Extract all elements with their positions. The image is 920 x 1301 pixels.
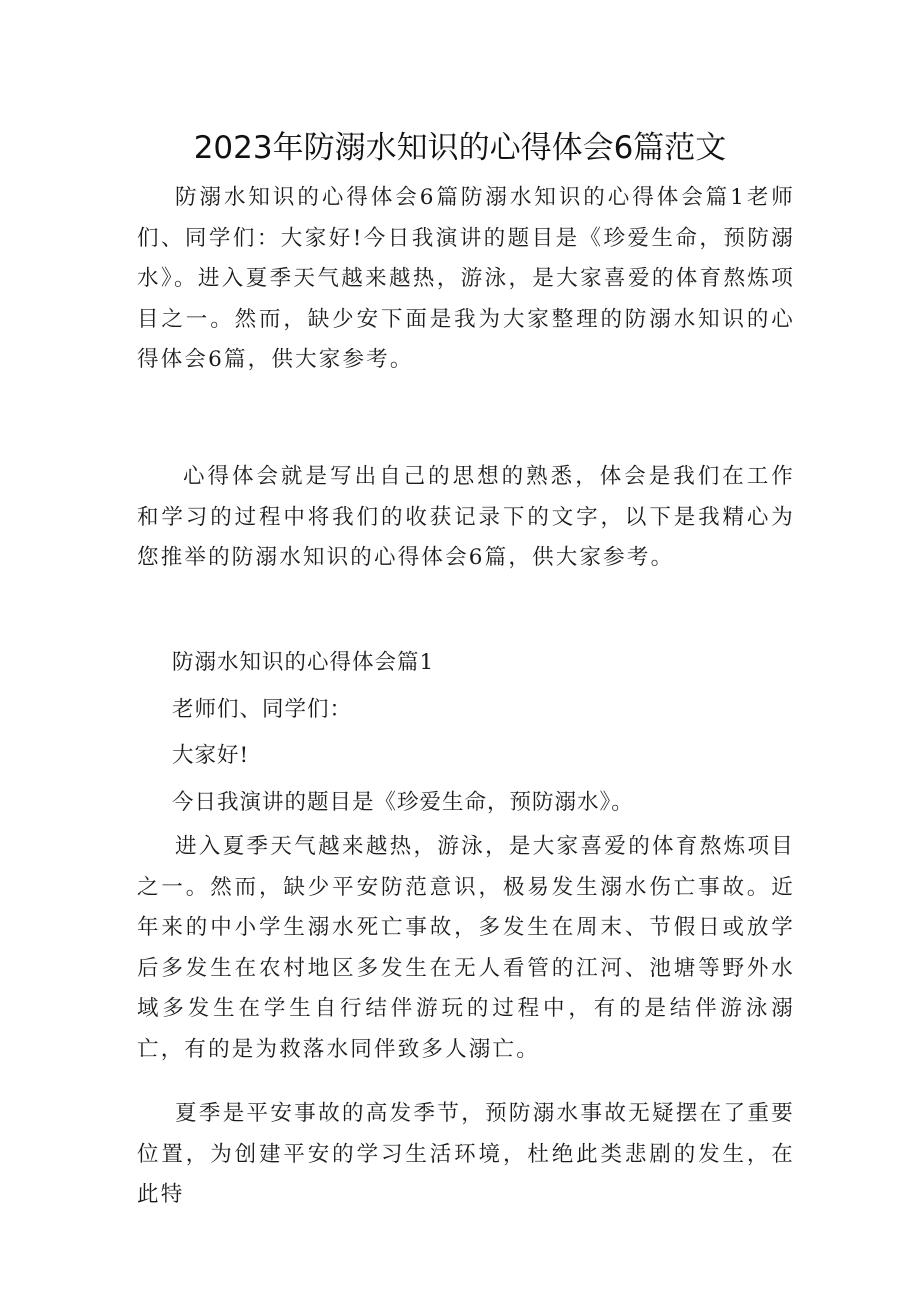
greeting: 大家好! bbox=[172, 743, 250, 768]
section-heading: 防溺水知识的心得体会篇1 bbox=[172, 650, 435, 675]
body-paragraph-1: 进入夏季天气越来越热，游泳，是大家喜爱的体育熬炼项目之一。然而，缺少平安防范意识，极易发生溺水伤亡事故。近年来的中小学生溺水死亡事故，多发生在周末、节假日或放学后多发生在农村地区多发生在无人看管的江河、池塘等野外水域多发生在学生自行结伴游玩的过程中，有的是结伴游泳溺亡，有的是为救落水同伴致多人溺亡。 bbox=[137, 834, 795, 1062]
document-title: 2023年防溺水知识的心得体会6篇范文 bbox=[193, 130, 727, 166]
body-paragraph-2: 夏季是平安事故的高发季节，预防溺水事故无疑摆在了重要位置，为创建平安的学习生活环境，杜绝此类悲剧的发生，在此特 bbox=[137, 1101, 795, 1207]
salutation: 老师们、同学们： bbox=[172, 697, 353, 722]
intro-paragraph: 防溺水知识的心得体会6篇防溺水知识的心得体会篇1老师们、同学们：大家好!今日我演讲的题目是《珍爱生命，预防溺水》。进入夏季天气越来越热，游泳，是大家喜爱的体育熬炼项目之一。然而，缺少安下面是我为大家整理的防溺水知识的心得体会6篇，供大家参考。 bbox=[137, 185, 795, 372]
summary-paragraph: 心得体会就是写出自己的思想的熟悉，体会是我们在工作和学习的过程中将我们的收获记录下的文字，以下是我精心为您推举的防溺水知识的心得体会6篇，供大家参考。 bbox=[137, 464, 795, 570]
topic-line: 今日我演讲的题目是《珍爱生命，预防溺水》。 bbox=[172, 790, 634, 815]
